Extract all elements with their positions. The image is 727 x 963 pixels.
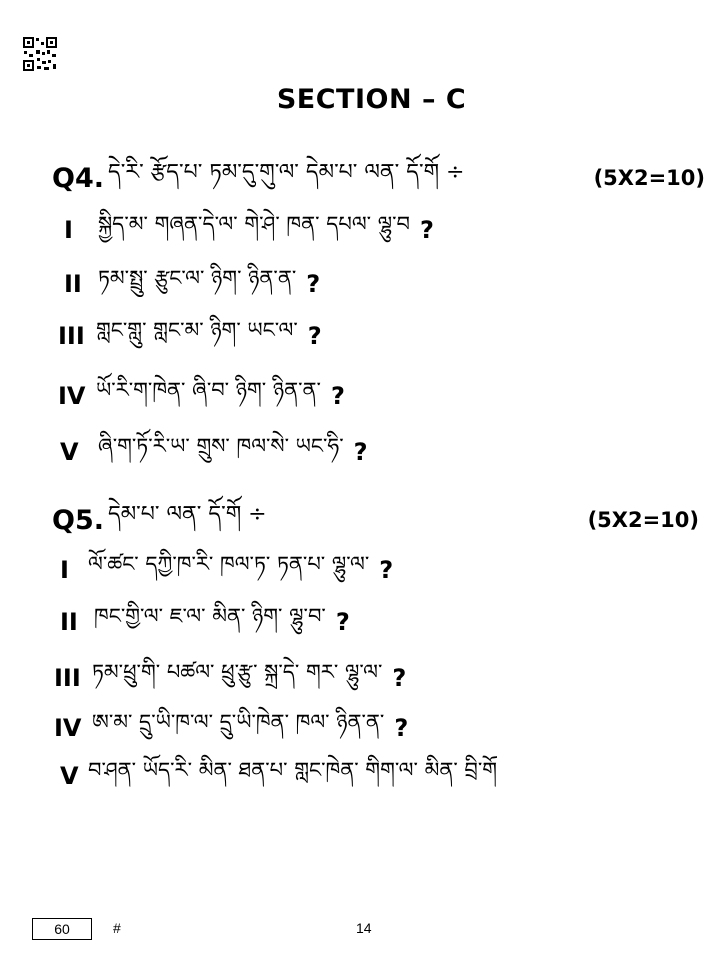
question-4-item-4 <box>54 378 687 414</box>
question-5-header <box>52 500 705 540</box>
question-4-marks: (5X2=10) <box>593 166 705 190</box>
question-5-item-5 <box>54 758 687 794</box>
question-4-header <box>52 158 705 198</box>
item-numeral: III <box>54 664 81 692</box>
item-numeral: V <box>60 762 79 790</box>
question-4-label: Q4. <box>52 162 104 194</box>
item-text: ཁང་གྱི་ལ་ ཇ་ལ་ མིན་ ཉིག་ ལྷུ་བ་ <box>94 603 326 628</box>
question-mark: ? <box>306 270 321 298</box>
question-4-item-3 <box>54 318 687 354</box>
item-numeral: I <box>64 216 73 244</box>
item-numeral: II <box>64 270 82 298</box>
question-mark: ? <box>420 216 434 244</box>
question-4-item-5 <box>54 434 687 470</box>
question-5-instruction: དེམ་པ་ ལན་ དོ་གོ ÷ <box>108 502 267 527</box>
item-numeral: V <box>60 438 79 466</box>
question-5-label: Q5. <box>52 504 104 536</box>
item-text: ཡོ་རི་ག་ཁེན་ ཞི་བ་ ཉིག་ ཉིན་ན་ <box>96 377 321 402</box>
footer-code-box: 60 <box>32 918 92 940</box>
question-mark: ? <box>392 664 407 692</box>
item-text: ཞི་ག་ཏོ་རི་ཡ་ གྲུས་ ཁལ་སེ་ ཡང་ཧི་ <box>98 433 344 458</box>
footer-hash: # <box>113 920 121 936</box>
item-text: ལོ་ཚང་ དཀྱི་ཁ་རི་ ཁལ་ཏ་ ཏན་པ་ ལྷུ་ལ་ <box>88 551 370 576</box>
item-numeral: III <box>58 322 85 350</box>
question-mark: ? <box>353 438 368 466</box>
section-title: SECTION – C <box>276 84 467 115</box>
item-text: སྐྱིད་མ་ གཞན་དེ་ལ་ གེ་ཤེ་ ཁན་ དཔལ་ ལྷུ་བ <box>98 211 411 236</box>
question-mark: ? <box>330 382 345 410</box>
item-numeral: IV <box>58 382 86 410</box>
item-text: ཨ་མ་ དྲུ་ཡི་ཁ་ལ་ དྲུ་ཡི་ཁེན་ ཁལ་ ཉིན་ན་ <box>92 709 385 734</box>
question-4-item-1 <box>54 212 687 248</box>
question-mark: ? <box>307 322 322 350</box>
question-5-item-4 <box>54 710 687 746</box>
question-5-item-3 <box>54 660 687 696</box>
question-4-instruction: དེ་རི་ རྩོད་པ་ ཏམ་དུ་གུ་ལ་ དེམ་པ་ ལན་ དོ་གོ ÷ <box>108 160 465 185</box>
page-number: 14 <box>356 920 372 936</box>
question-mark: ? <box>394 714 409 742</box>
item-text: གླང་གླུ་ གླང་མ་ ཉིག་ ཡང་ལ་ <box>96 317 298 342</box>
item-numeral: I <box>60 556 69 584</box>
item-text: ཏམ་སྤྲུ་ རྩུང་ལ་ ཉིག་ ཉིན་ན་ <box>98 265 297 290</box>
item-numeral: IV <box>54 714 82 742</box>
question-mark: ? <box>379 556 394 584</box>
qr-code-icon <box>22 36 58 72</box>
question-mark: ? <box>335 608 350 636</box>
item-text: ཏམ་ཕྲུ་གི་ པཚལ་ ཕྲུ་རྩུ་ སྐྲ་དེ་ གར་ ལྷུ་ལ་ <box>92 659 383 684</box>
question-5-item-2 <box>54 604 687 640</box>
question-5-marks: (5X2=10) <box>587 508 699 532</box>
item-numeral: II <box>60 608 78 636</box>
question-5-item-1 <box>54 552 687 588</box>
question-4-item-2 <box>54 266 687 302</box>
item-text: བ་ཤན་ ཡོད་རི་ མིན་ ཐན་པ་ གླང་ཁེན་ གིག་ལ་ མིན་ བྲི་གོ <box>88 757 498 782</box>
